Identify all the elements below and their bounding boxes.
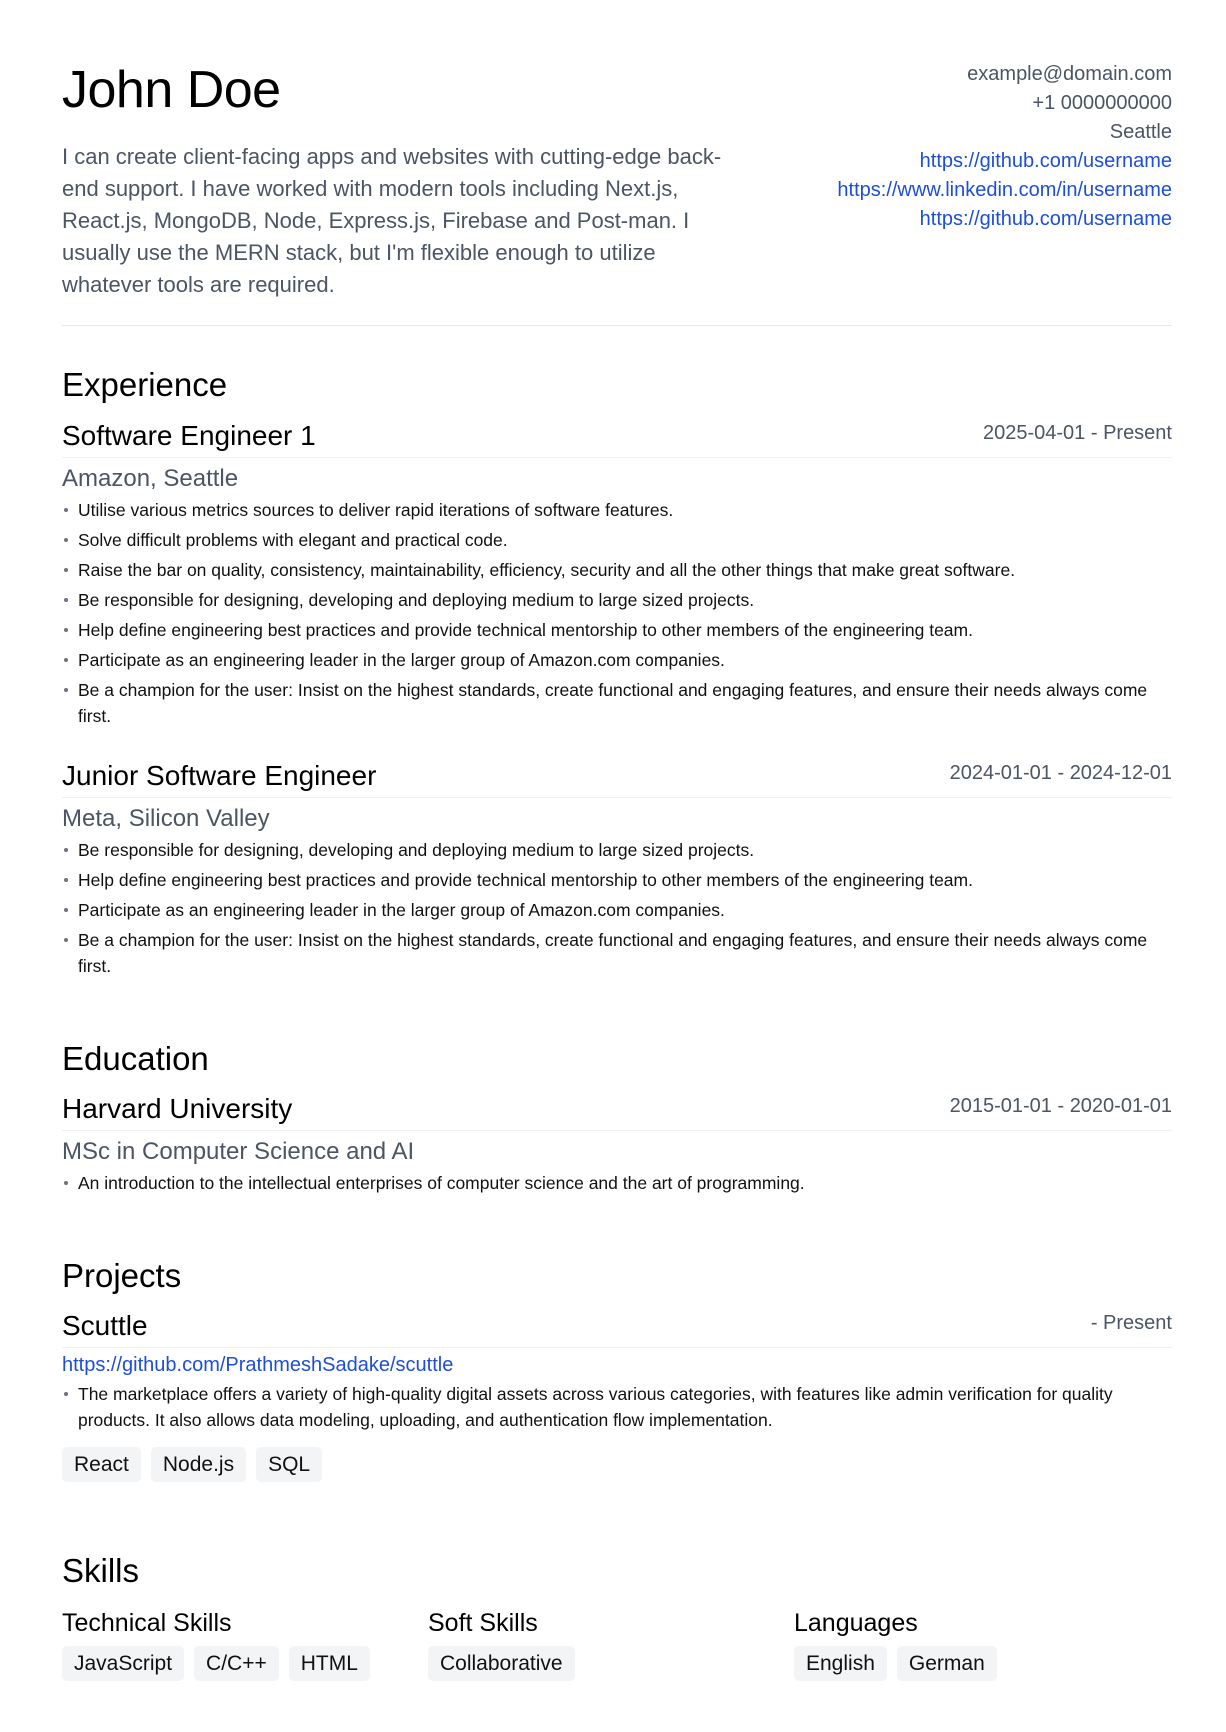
job-company-2: Meta, Silicon Valley <box>62 805 270 832</box>
skill-group-technical <box>62 1609 370 1681</box>
candidate-name: John Doe <box>62 61 281 119</box>
skill-tag: HTML <box>289 1646 370 1681</box>
list-item: Utilise various metrics sources to deliver rapid iterations of software features. <box>62 497 1172 523</box>
skill-group-soft <box>428 1609 575 1681</box>
project-name: Scuttle <box>62 1310 148 1341</box>
job-divider-2 <box>62 797 1172 798</box>
skill-group-languages <box>794 1609 997 1681</box>
list-item: The marketplace offers a variety of high-quality digital assets across various categories, with features like admin verification for quality products. It also allows data modeling, uploading, and authentication flow implementation. <box>62 1381 1172 1433</box>
list-item: Be responsible for designing, developing and deploying medium to large sized projects. <box>62 837 1172 863</box>
list-item: Be a champion for the user: Insist on the highest standards, create functional and engaging features, and ensure their needs always come first. <box>62 927 1172 979</box>
skill-tag: German <box>897 1646 997 1681</box>
list-item: An introduction to the intellectual enterprises of computer science and the art of programming. <box>62 1170 1172 1196</box>
summary-text: I can create client-facing apps and websites with cutting-edge back-end support. I have worked with modern tools including Next.js, React.js, MongoDB, Node, Express.js, Firebase and Post-man. I usually use the MERN stack, but I'm flexible enough to utilize whatever tools are required. <box>62 144 722 297</box>
project-tag: SQL <box>256 1447 322 1482</box>
job-bullets-2 <box>62 837 1172 983</box>
job-company-1: Amazon, Seattle <box>62 465 239 492</box>
contact-link-github-2[interactable]: https://github.com/username <box>919 208 1172 230</box>
skill-tags <box>794 1646 997 1681</box>
project-tag: React <box>62 1447 141 1482</box>
skill-tag: C/C++ <box>194 1646 279 1681</box>
list-item: Help define engineering best practices and provide technical mentorship to other members of the engineering team. <box>62 617 1172 643</box>
education-dates: 2015-01-01 - 2020-01-01 <box>949 1095 1172 1117</box>
contact-link-linkedin[interactable]: https://www.linkedin.com/in/username <box>837 179 1172 201</box>
project-tag: Node.js <box>151 1447 246 1482</box>
resume-header <box>62 0 1172 327</box>
experience-heading: Experience <box>62 366 228 403</box>
education-bullets <box>62 1170 1172 1200</box>
education-heading: Education <box>62 1040 209 1077</box>
list-item: Help define engineering best practices and provide technical mentorship to other members of the engineering team. <box>62 867 1172 893</box>
contact-email[interactable]: example@domain.com <box>967 63 1172 85</box>
job-bullets-1 <box>62 497 1172 733</box>
education-divider <box>62 1130 1172 1131</box>
skill-group-title: Technical Skills <box>62 1609 232 1637</box>
projects-heading: Projects <box>62 1257 182 1294</box>
skills-heading: Skills <box>62 1552 140 1589</box>
header-divider <box>62 325 1172 326</box>
skill-tags <box>62 1646 370 1681</box>
job-divider-1 <box>62 457 1172 458</box>
project-tags <box>62 1447 322 1482</box>
school-name: Harvard University <box>62 1093 293 1124</box>
contact-phone: +1 0000000000 <box>1032 92 1172 114</box>
list-item: Participate as an engineering leader in the larger group of Amazon.com companies. <box>62 897 1172 923</box>
skill-tags <box>428 1646 575 1681</box>
job-dates-2: 2024-01-01 - 2024-12-01 <box>949 762 1172 784</box>
contact-location: Seattle <box>1109 121 1172 143</box>
resume-page <box>62 0 1172 1675</box>
project-dates: - Present <box>1090 1312 1172 1334</box>
project-link[interactable]: https://github.com/PrathmeshSadake/scuttle <box>62 1354 454 1376</box>
list-item: Be responsible for designing, developing and deploying medium to large sized projects. <box>62 587 1172 613</box>
list-item: Raise the bar on quality, consistency, maintainability, efficiency, security and all the other things that make great software. <box>62 557 1172 583</box>
project-divider <box>62 1347 1172 1348</box>
skill-tag: Collaborative <box>428 1646 575 1681</box>
skill-group-title: Soft Skills <box>428 1609 538 1637</box>
job-dates-1: 2025-04-01 - Present <box>982 422 1172 444</box>
job-title-2: Junior Software Engineer <box>62 760 377 791</box>
list-item: Participate as an engineering leader in the larger group of Amazon.com companies. <box>62 647 1172 673</box>
project-bullets <box>62 1381 1172 1437</box>
skill-tag: English <box>794 1646 887 1681</box>
job-title-1: Software Engineer 1 <box>62 420 316 451</box>
skill-group-title: Languages <box>794 1609 918 1637</box>
contact-block <box>837 60 1172 234</box>
list-item: Solve difficult problems with elegant and practical code. <box>62 527 1172 553</box>
contact-link-github[interactable]: https://github.com/username <box>919 150 1172 172</box>
skill-tag: JavaScript <box>62 1646 184 1681</box>
degree-name: MSc in Computer Science and AI <box>62 1138 415 1165</box>
list-item: Be a champion for the user: Insist on the highest standards, create functional and engaging features, and ensure their needs always come first. <box>62 677 1172 729</box>
